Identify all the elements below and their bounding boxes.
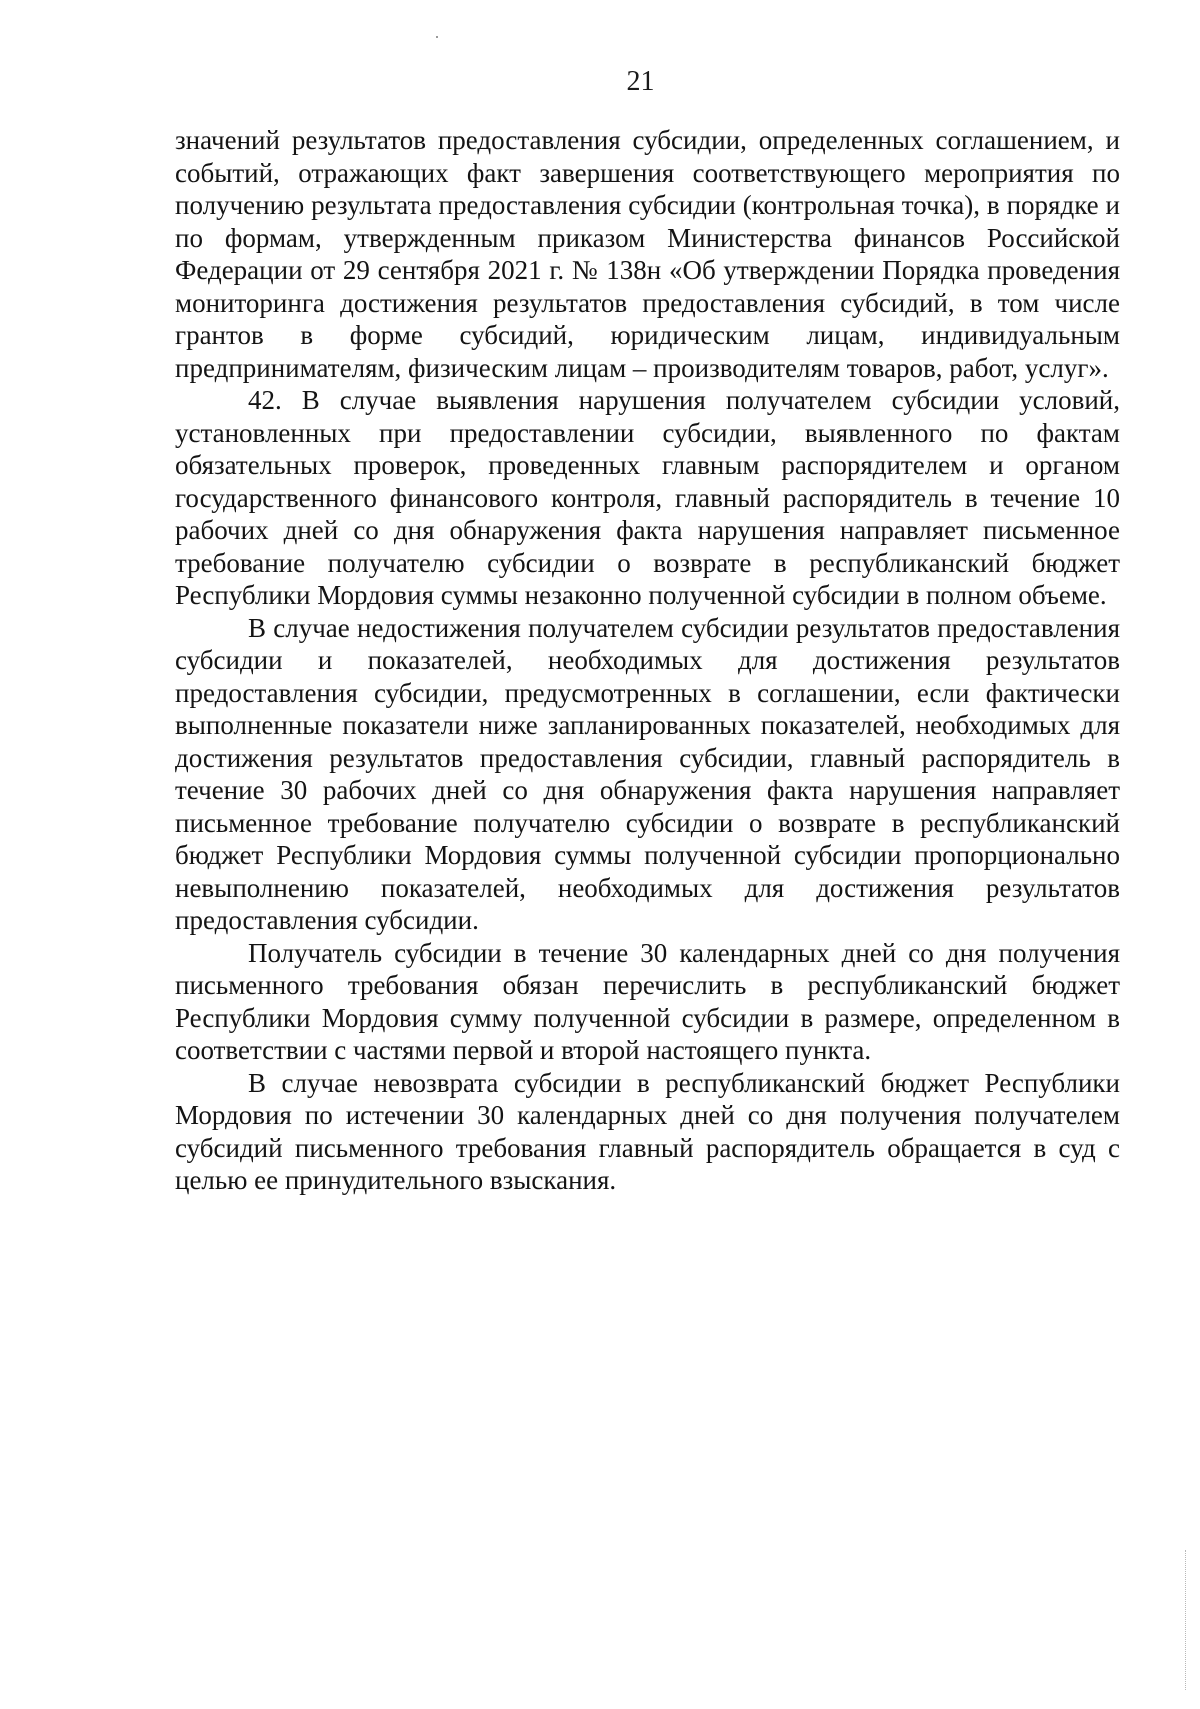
paragraph-court-recovery: В случае невозврата субсидии в республиканский бюджет Республики Мордовия по истечении 30 календарных дней со дня получения получателем субсидий письменного требования главный распорядитель обращается в суд с целью ее принудительного взыскания.	[175, 1067, 1120, 1195]
page-number: 21	[626, 66, 655, 97]
paragraph-underachievement: В случае недостижения получателем субсидии результатов предоставления субсидии и показателей, необходимых для достижения результатов предоставления субсидии, предусмотренных в соглашении, если фактически выполненные показатели ниже запланированных показателей, необходимых для достижения результатов предоставления субсидии, главный распорядитель в течение 30 рабочих дней со дня обнаружения факта нарушения направляет письменное требование получателю субсидии о возврате в республиканский бюджет Республики Мордовия суммы полученной субсидии пропорционально невыполнению показателей, необходимых для достижения результатов предоставления субсидии.	[175, 612, 1120, 935]
paragraph-repayment-term: Получатель субсидии в течение 30 календарных дней со дня получения письменного требования обязан перечислить в республиканский бюджет Республики Мордовия сумму полученной субсидии в размере, определенном в соответствии с частями первой и второй настоящего пункта.	[175, 937, 1120, 1065]
scan-edge-artifact	[1185, 1550, 1187, 1690]
paragraph-continuation: значений результатов предоставления субсидии, определенных соглашением, и событий, отражающих факт завершения соответствующего мероприятия по получению результата предоставления субсидии (контрольная точка), в порядке и по формам, утвержденным приказом Министерства финансов Российской Федерации от 29 сентября 2021 г. № 138н «Об утверждении Порядка проведения мониторинга достижения результатов предоставления субсидий, в том числе грантов в форме субсидий, юридическим лицам, индивидуальным предпринимателям, физическим лицам – производителям товаров, работ, услуг».	[175, 125, 1120, 383]
paragraph-item-42: 42. В случае выявления нарушения получателем субсидии условий, установленных при предоставлении субсидии, выявленного по фактам обязательных проверок, проведенных главным распорядителем и органом государственного финансового контроля, главный распорядитель в течение 10 рабочих дней со дня обнаружения факта нарушения направляет письменное требование получателю субсидии о возврате в республиканский бюджет Республики Мордовия суммы незаконно полученной субсидии в полном объеме.	[175, 385, 1120, 610]
document-body	[175, 124, 1120, 1197]
scan-artifact	[436, 36, 438, 38]
